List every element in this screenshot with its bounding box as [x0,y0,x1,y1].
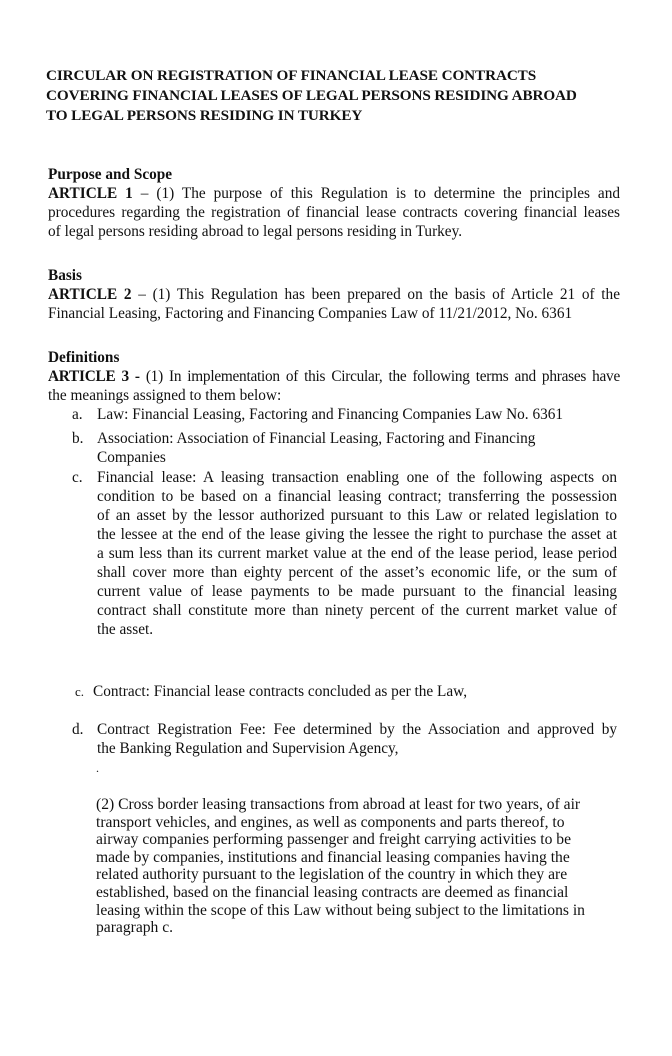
article-label: ARTICLE 1 [48,185,133,202]
section-heading: Purpose and Scope [48,166,173,183]
article-text-line: ARTICLE 2 – (1) This Regulation has been prepared on the basis of Article 21 of the [48,286,620,303]
article-label: ARTICLE 2 [48,286,132,303]
article-text-line: ARTICLE 3 - (1) In implementation of this Circular, the following terms and phrases have [48,368,620,385]
paragraph-line: paragraph c. [96,919,174,937]
paragraph-2 [96,796,600,937]
section-purpose-scope [48,165,620,241]
stray-period: . [96,761,99,775]
paragraph-line: made by companies, institutions and financial leasing companies having the [96,848,570,866]
article-text-line: of legal persons residing abroad to legal persons residing in Turkey. [48,223,463,240]
paragraph-line: established, based on the financial leasing contracts are deemed as financial [96,883,569,901]
title-line: COVERING FINANCIAL LEASES OF LEGAL PERSONS RESIDING ABROAD [46,87,577,104]
article-label: ARTICLE 3 - [48,368,140,385]
article-text-line: Financial Leasing, Factoring and Financing Companies Law of 11/21/2012, No. 6361 [48,305,573,322]
definition-text: Law: Financial Leasing, Factoring and Financing Companies Law No. 6361 [97,406,564,423]
paragraph-line: airway companies performing passenger and freight carrying activities to be [96,831,572,849]
definition-text: Contract: Financial lease contracts concluded as per the Law, [93,683,468,700]
paragraph-line: transport vehicles, and engines, as well as components and parts thereof, to [96,813,565,831]
article-text-line: procedures regarding the registration of financial lease contracts covering financial leases [48,204,620,221]
section-heading: Basis [48,267,83,284]
list-marker: b. [72,430,84,447]
title-line: TO LEGAL PERSONS RESIDING IN TURKEY [46,107,363,124]
article-text-line: the meanings assigned to them below: [48,387,282,404]
paragraph-line: (2) Cross border leasing transactions from abroad at least for two years, of air [96,796,581,813]
title-line: CIRCULAR ON REGISTRATION OF FINANCIAL LEASE CONTRACTS [46,67,537,84]
document-title [46,66,646,126]
definition-text: Association: Association of Financial Leasing, Factoring and Financing Companies [97,430,536,466]
paragraph-line: related authority pursuant to the legislation of the country in which they are [96,866,568,884]
article-text-line: ARTICLE 1 – (1) The purpose of this Regulation is to determine the principles and [48,185,620,202]
section-basis [48,266,620,323]
list-marker: a. [72,406,83,423]
section-definitions [48,348,620,405]
section-heading: Definitions [48,349,120,366]
paragraph-line: leasing within the scope of this Law without being subject to the limitations in [96,901,585,919]
definition-text: Contract Registration Fee: Fee determined by the Association and approved by the Banking Regulation and Supervision Agency, [97,721,617,757]
definition-text: Financial lease: A leasing transaction enabling one of the following aspects on condition to be based on a financial leasing contract; transferring the possession of an asset by the lessor authorized pursuant to this Law or related legislation to the lessee at the end of the lease giving the lessee the right to purchase the asset at a sum less than its current market value at the end of the lease period, lease period shall cover more than eighty percent of the asset’s economic life, or the sum of current value of lease payments to be made pursuant to the financial leasing contract shall constitute more than ninety percent of the current market value of the asset. [97,469,617,638]
list-marker: c. [75,684,85,699]
list-marker: d. [72,721,84,738]
list-marker: c. [72,469,83,486]
